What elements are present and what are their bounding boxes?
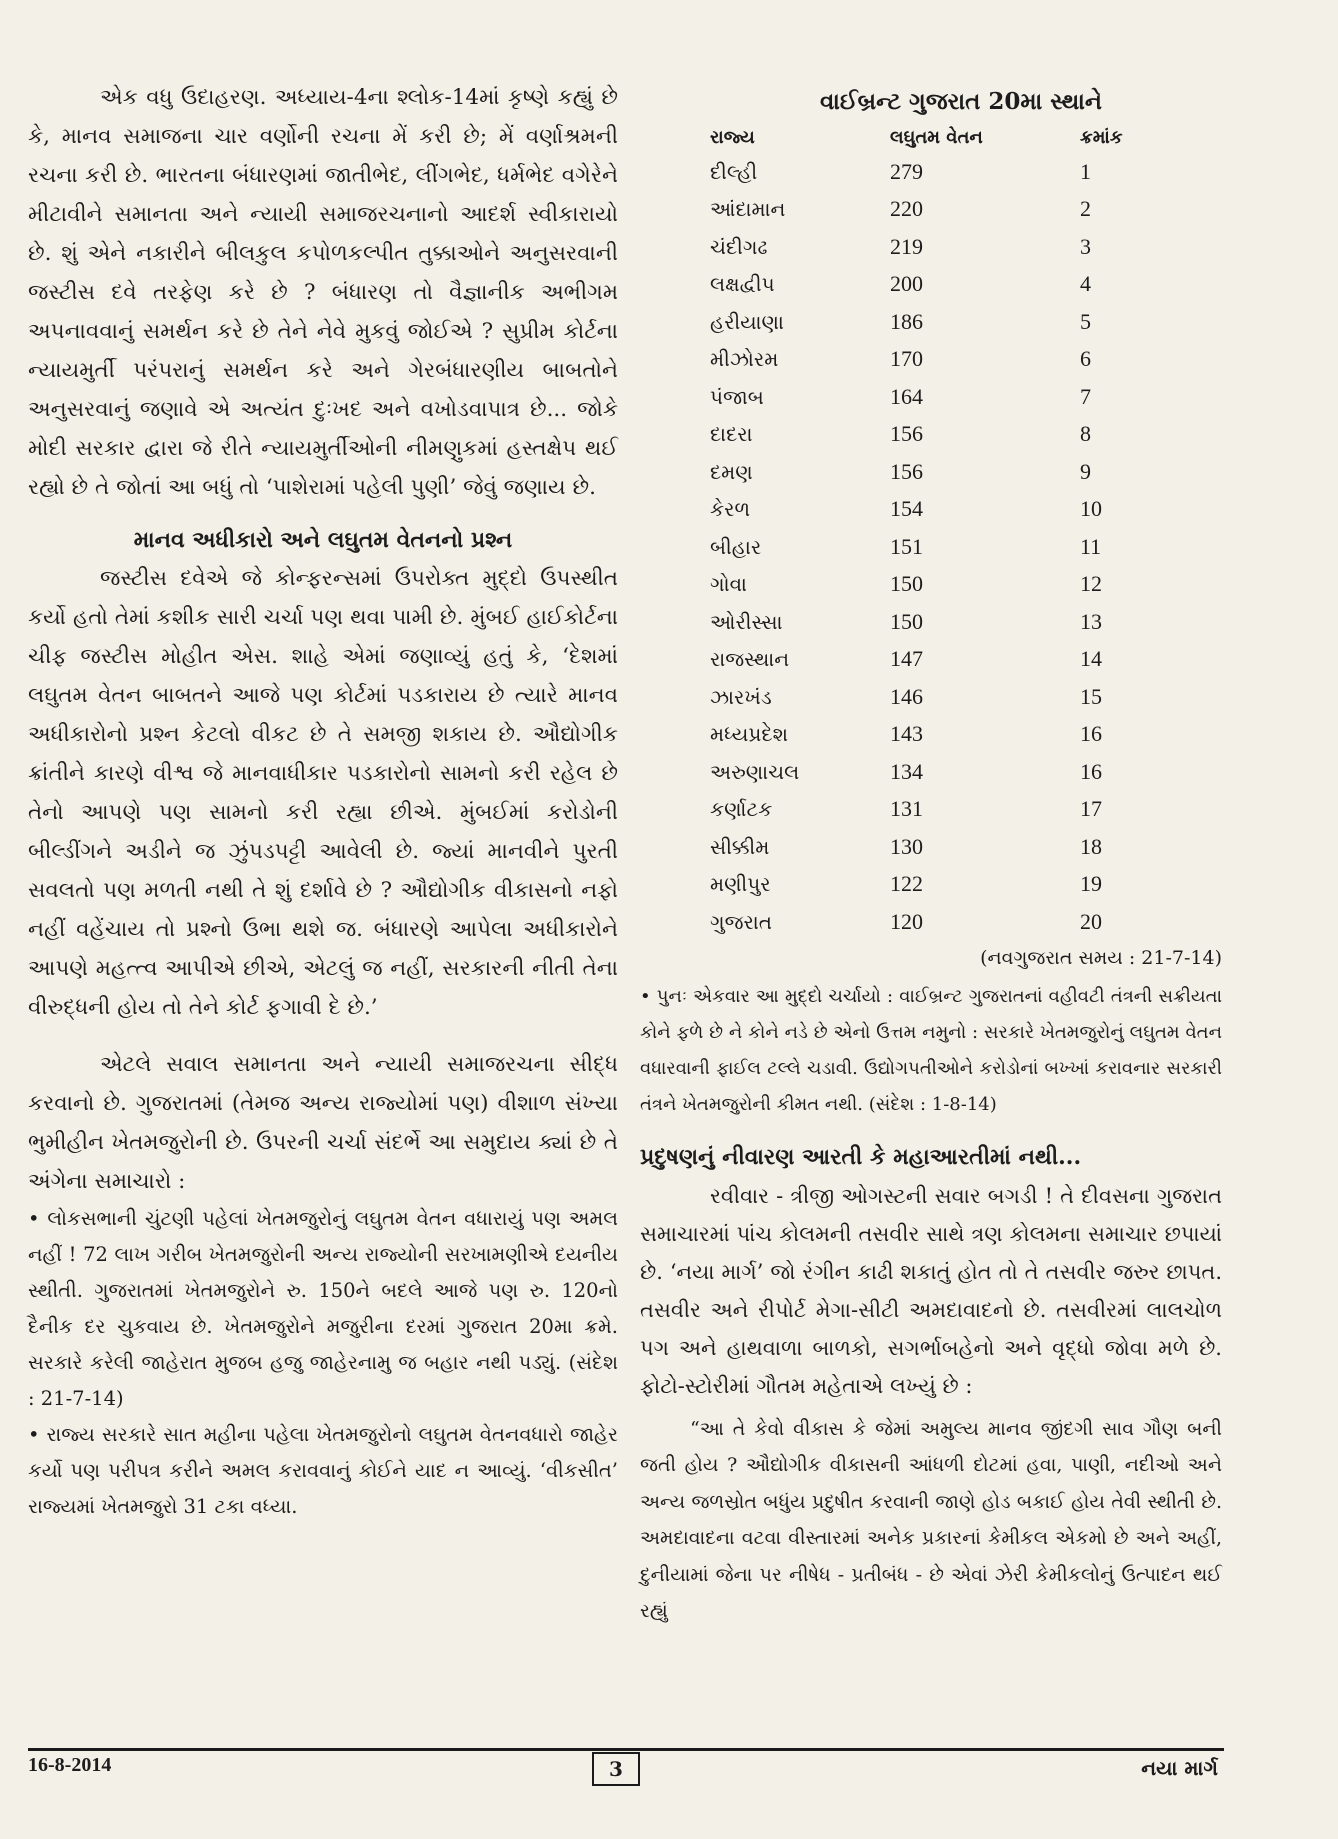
state-cell: ઓરીસ્સા bbox=[710, 609, 783, 634]
table-row bbox=[710, 566, 1190, 604]
table-row bbox=[710, 491, 1190, 529]
wage-table bbox=[710, 121, 1190, 941]
left-column bbox=[28, 78, 618, 1525]
rank-cell: 20 bbox=[1080, 908, 1102, 934]
wage-cell: 151 bbox=[890, 533, 923, 559]
news-bullet-3: • પુનઃ એકવાર આ મુદ્દો ચર્ચાયો : વાઈબ્રન્ટ ગુજરાતનાં વહીવટી તંત્રની સક્રીયતા કોને ફળે છે ને કોને નડે છે એનો ઉત્તમ નમુનો : સરકારે ખેતમજુરોનું લઘુતમ વેતન વધારવાની ફાઈલ ટલ્લે ચડાવી. ઉદ્યોગપતીઓને કરોડોનાં બખ્ખાં કરાવનાર સરકારી તંત્રને ખેતમજુરોની કીમત નથી. (સંદેશ : 1-8-14) bbox=[640, 985, 1222, 1115]
table-row bbox=[710, 416, 1190, 454]
state-cell: પંજાબ bbox=[710, 384, 764, 409]
section-heading-pollution: પ્રદુષણનું નીવારણ આરતી કે મહાઆરતીમાં નથી... bbox=[640, 1143, 1082, 1170]
state-cell: હરીયાણા bbox=[710, 309, 784, 334]
rank-cell: 15 bbox=[1080, 683, 1102, 709]
wage-cell: 150 bbox=[890, 571, 923, 597]
state-cell: લક્ષદ્વીપ bbox=[710, 272, 775, 297]
paragraph-4: રવીવાર - ત્રીજી ઓગસ્ટની સવાર બગડી ! તે દીવસના ગુજરાત સમાચારમાં પાંચ કોલમની તસવીર સાથે ત્રણ કોલમના સમાચાર છપાયાં છે. ‘નયા માર્ગ’ જો રંગીન કાઢી શકાતું હોત તો તે તસવીર જરુર છાપત. તસવીર અને રીપોર્ટ મેગા-સીટી અમદાવાદનો છે. તસવીરમાં લાલચોળ પગ અને હાથવાળા બાળકો, સગર્ભાબહેનો અને વૃદ્ધો જોવા મળે છે. ફોટો-સ્ટોરીમાં ગૌતમ મહેતાએ લખ્યું છે : bbox=[640, 1183, 1222, 1398]
wage-cell: 220 bbox=[890, 196, 923, 222]
rank-cell: 9 bbox=[1080, 458, 1091, 484]
wage-cell: 156 bbox=[890, 458, 923, 484]
table-source: (નવગુજરાત સમય : 21-7-14) bbox=[980, 946, 1222, 969]
paragraph-2: જસ્ટીસ દવેએ જે કોન્ફરન્સમાં ઉપરોક્ત મુદ્દો ઉપસ્થીત કર્યો હતો તેમાં કશીક સારી ચર્ચા પણ થવા પામી છે. મુંબઈ હાઈકોર્ટના ચીફ જસ્ટીસ મોહીત એસ. શાહે એમાં જણાવ્યું હતું કે, ‘દેશમાં લઘુતમ વેતન બાબતને આજે પણ કોર્ટમાં પડકારાય છે ત્યારે માનવ અધીકારોનો પ્રશ્ન કેટલો વીકટ છે તે સમજી શકાય છે. ઔદ્યોગીક ક્રાંતીને કારણે વીશ્વ જે માનવાધીકાર પડકારોનો સામનો કરી રહેલ છે તેનો આપણે પણ સામનો કરી રહ્યા છીએ. મુંબઈમાં કરોડોની બીલ્ડીંગને અડીને જ ઝુંપડપટ્ટી આવેલી છે. જ્યાં માનવીને પુરતી સવલતો પણ મળતી નથી તે શું દર્શાવે છે ? ઔદ્યોગીક વીકાસનો નફો નહીં વહેંચાય તો પ્રશ્નો ઉભા થશે જ. બંધારણે આપેલા અધીકારોને આપણે મહત્ત્વ આપીએ છીએ, એટલું જ નહીં, સરકારની નીતી તેના વીરુદ્ધની હોય તો તેને કોર્ટ ફગાવી દે છે.’ bbox=[28, 566, 618, 1020]
table-row bbox=[710, 228, 1190, 266]
wage-cell: 120 bbox=[890, 908, 923, 934]
table-row bbox=[710, 603, 1190, 641]
table-row bbox=[710, 903, 1190, 941]
header-state: રાજ્ય bbox=[710, 126, 755, 148]
state-cell: બીહાર bbox=[710, 534, 762, 559]
state-cell: દાદરા bbox=[710, 422, 753, 447]
right-column bbox=[640, 88, 1222, 1630]
rank-cell: 18 bbox=[1080, 833, 1102, 859]
state-cell: દીલ્હી bbox=[710, 159, 758, 184]
wage-cell: 143 bbox=[890, 721, 923, 747]
wage-cell: 156 bbox=[890, 421, 923, 447]
news-bullet-2: • રાજ્ય સરકારે સાત મહીના પહેલા ખેતમજુરોનો લઘુતમ વેતનવધારો જાહેર કર્યો પણ પરીપત્ર કરીને અમલ કરાવવાનું કોઈને યાદ ન આવ્યું. ‘વીકસીત’ રાજ્યમાં ખેતમજુરો 31 ટકા વધ્યા. bbox=[28, 1423, 618, 1518]
rank-cell: 12 bbox=[1080, 571, 1102, 597]
wage-cell: 122 bbox=[890, 871, 923, 897]
wage-cell: 134 bbox=[890, 758, 923, 784]
table-row bbox=[710, 453, 1190, 491]
state-cell: કેરળ bbox=[710, 497, 751, 522]
wage-cell: 147 bbox=[890, 646, 923, 672]
table-body bbox=[710, 153, 1190, 941]
table-row bbox=[710, 341, 1190, 379]
table-row bbox=[710, 528, 1190, 566]
state-cell: મણીપુર bbox=[710, 872, 771, 897]
footer-rule bbox=[28, 1748, 1224, 1751]
publication-name: નયા માર્ગ bbox=[1141, 1756, 1218, 1780]
table-row bbox=[710, 641, 1190, 679]
state-cell: મીઝોરમ bbox=[710, 347, 779, 372]
wage-cell: 130 bbox=[890, 833, 923, 859]
table-row bbox=[710, 828, 1190, 866]
table-title: વાઈબ્રન્ટ ગુજરાત 20મા સ્થાને bbox=[819, 88, 1103, 115]
rank-cell: 17 bbox=[1080, 796, 1102, 822]
rank-cell: 2 bbox=[1080, 196, 1091, 222]
table-row bbox=[710, 153, 1190, 191]
table-row bbox=[710, 716, 1190, 754]
state-cell: રાજસ્થાન bbox=[710, 647, 790, 672]
wage-cell: 146 bbox=[890, 683, 923, 709]
state-cell: ગુજરાત bbox=[710, 909, 773, 934]
state-cell: દમણ bbox=[710, 459, 753, 484]
table-row bbox=[710, 866, 1190, 904]
quote-paragraph: “આ તે કેવો વીકાસ કે જેમાં અમુલ્ય માનવ જીંદગી સાવ ગૌણ બની જતી હોય ? ઔદ્યોગીક વીકાસની આંધળી દોટમાં હવા, પાણી, નદીઓ અને અન્ય જળસ્રોત બધુંય પ્રદુષીત કરવાની જાણે હોડ બકાઈ હોય તેવી સ્થીતી છે. અમદાવાદના વટવા વીસ્તારમાં અનેક પ્રકારનાં કેમીકલ એકમો છે અને અહીં, દુનીયામાં જેના પર નીષેધ - પ્રતીબંધ - છે એવાં ઝેરી કેમીકલોનું ઉત્પાદન થઈ રહ્યું bbox=[640, 1417, 1222, 1622]
rank-cell: 14 bbox=[1080, 646, 1102, 672]
state-cell: અરુણાચલ bbox=[710, 759, 800, 784]
table-row bbox=[710, 753, 1190, 791]
rank-cell: 11 bbox=[1080, 533, 1102, 559]
rank-cell: 19 bbox=[1080, 871, 1102, 897]
rank-cell: 8 bbox=[1080, 421, 1091, 447]
rank-cell: 7 bbox=[1080, 383, 1091, 409]
state-cell: ચંદીગઢ bbox=[710, 234, 768, 259]
wage-cell: 170 bbox=[890, 346, 923, 372]
footer-date: 16-8-2014 bbox=[28, 1754, 112, 1776]
wage-cell: 186 bbox=[890, 308, 923, 334]
table-row bbox=[710, 378, 1190, 416]
wage-cell: 164 bbox=[890, 383, 923, 409]
state-cell: ગોવા bbox=[710, 572, 747, 597]
page-number: 3 bbox=[592, 1752, 640, 1786]
rank-cell: 3 bbox=[1080, 233, 1091, 259]
rank-cell: 13 bbox=[1080, 608, 1102, 634]
wage-cell: 150 bbox=[890, 608, 923, 634]
table-header-row bbox=[710, 121, 1190, 153]
header-rank: ક્રમાંક bbox=[1080, 126, 1123, 148]
table-row bbox=[710, 266, 1190, 304]
state-cell: મધ્યપ્રદેશ bbox=[710, 722, 788, 747]
state-cell: ઝારખંડ bbox=[710, 684, 772, 709]
rank-cell: 5 bbox=[1080, 308, 1091, 334]
wage-cell: 219 bbox=[890, 233, 923, 259]
rank-cell: 6 bbox=[1080, 346, 1091, 372]
state-cell: સીક્કીમ bbox=[710, 834, 770, 859]
state-cell: આંદામાન bbox=[710, 197, 786, 222]
paragraph-1: એક વધુ ઉદાહરણ. અધ્યાય-4ના શ્લોક-14માં કૃષ્ણે કહ્યું છે કે, માનવ સમાજના ચાર વર્ણોની રચના મેં કરી છે; મેં વર્ણાશ્રમની રચના કરી છે. ભારતના બંધારણમાં જાતીભેદ, લીંગભેદ, ધર્મભેદ વગેરેને મીટાવીને સમાનતા અને ન્યાયી સમાજરચનાનો આદર્શ સ્વીકારાયો છે. શું એને નકારીને બીલકુલ કપોળકલ્પીત તુક્કાઓને અનુસરવાની જસ્ટીસ દવે તરફેણ કરે છે ? બંધારણ તો વૈજ્ઞાનીક અભીગમ અપનાવવાનું સમર્થન કરે છે તેને નેવે મુકવું જોઈએ ? સુપ્રીમ કોર્ટના ન્યાયમુર્તી પરંપરાનું સમર્થન કરે અને ગેરબંધારણીય બાબતોને અનુસરવાનું જણાવે એ અત્યંત દુઃખદ અને વખોડવાપાત્ર છે... જોકે મોદી સરકાર દ્વારા જે રીતે ન્યાયમુર્તીઓની નીમણુકમાં હસ્તક્ષેપ થઈ રહ્યો છે તે જોતાં આ બધું તો ‘પાશેરામાં પહેલી પુણી’ જેવું જણાય છે. bbox=[28, 85, 618, 500]
wage-cell: 131 bbox=[890, 796, 923, 822]
wage-cell: 200 bbox=[890, 271, 923, 297]
table-row bbox=[710, 678, 1190, 716]
wage-cell: 154 bbox=[890, 496, 923, 522]
rank-cell: 10 bbox=[1080, 496, 1102, 522]
state-cell: કર્ણાટક bbox=[710, 797, 773, 822]
header-wage: લઘુતમ વેતન bbox=[890, 126, 983, 148]
rank-cell: 4 bbox=[1080, 271, 1091, 297]
section-heading-human-rights: માનવ અધીકારો અને લઘુતમ વેતનનો પ્રશ્ન bbox=[133, 527, 513, 553]
wage-cell: 279 bbox=[890, 158, 923, 184]
table-row bbox=[710, 303, 1190, 341]
table-row bbox=[710, 191, 1190, 229]
rank-cell: 16 bbox=[1080, 758, 1102, 784]
news-bullet-1: • લોકસભાની ચુંટણી પહેલાં ખેતમજુરોનું લઘુતમ વેતન વધારાયું પણ અમલ નહીં ! 72 લાખ ગરીબ ખેતમજુરોની અન્ય રાજ્યોની સરખામણીએ દયનીય સ્થીતી. ગુજરાતમાં ખેતમજુરોને રુ. 150ને બદલે આજે પણ રુ. 120નો દૈનીક દર ચુકવાય છે. ખેતમજુરોને મજુરીના દરમાં ગુજરાત 20મા ક્રમે. સરકારે કરેલી જાહેરાત મુજબ હજુ જાહેરનામુ જ બહાર નથી પડ્યું. (સંદેશ : 21-7-14) bbox=[28, 1207, 618, 1410]
rank-cell: 16 bbox=[1080, 721, 1102, 747]
table-row bbox=[710, 791, 1190, 829]
rank-cell: 1 bbox=[1080, 158, 1091, 184]
paragraph-3: એટલે સવાલ સમાનતા અને ન્યાયી સમાજરચના સીદ્ધ કરવાનો છે. ગુજરાતમાં (તેમજ અન્ય રાજ્યોમાં પણ) વીશાળ સંખ્યા ભુમીહીન ખેતમજુરોની છે. ઉપરની ચર્ચા સંદર્ભે આ સમુદાય ક્યાં છે તે અંગેના સમાચારો : bbox=[28, 1052, 618, 1194]
